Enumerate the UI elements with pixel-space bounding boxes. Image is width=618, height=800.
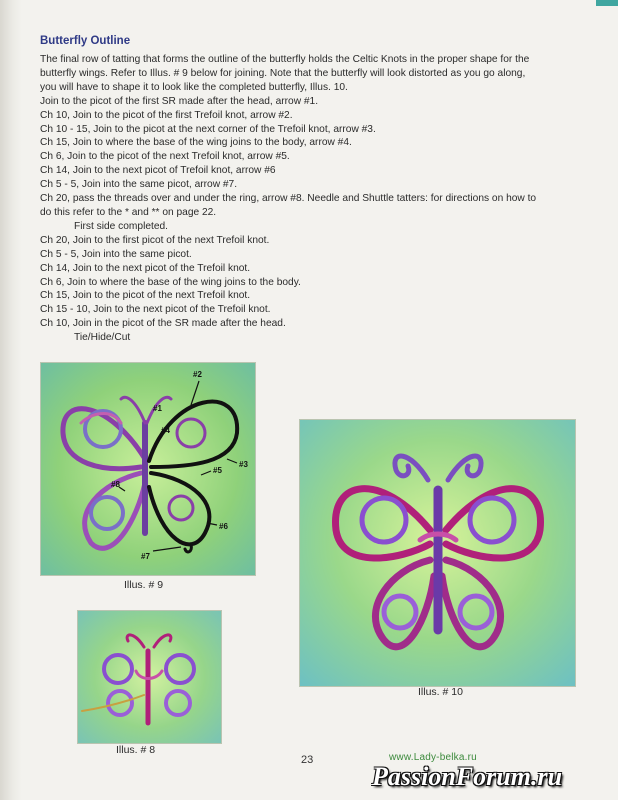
instruction-line: Ch 10, Join in the picot of the SR made after the head. <box>40 318 286 330</box>
butterfly-diagram-illustration <box>41 363 255 575</box>
illus8-photo <box>77 610 222 744</box>
instruction-line: Ch 6, Join to where the base of the wing joins to the body. <box>40 276 301 288</box>
instruction-line: Ch 14, Join to the next picot of Trefoil knot, arrow #6 <box>40 165 276 177</box>
instruction-line: Ch 15 - 10, Join to the next picot of the Trefoil knot. <box>40 304 271 316</box>
arrow-label: #3 <box>239 460 248 469</box>
instruction-line: Ch 6, Join to the picot of the next Trefoil knot, arrow #5. <box>40 151 290 163</box>
arrow-label: #2 <box>193 370 202 379</box>
instruction-line: Ch 5 - 5, Join into the same picot. <box>40 248 192 260</box>
instruction-line: do this refer to the * and ** on page 22. <box>40 206 217 218</box>
instruction-line: Ch 5 - 5, Join into the same picot, arrow #7. <box>40 179 238 191</box>
butterfly-progress-illustration <box>78 611 221 743</box>
paragraph-line: butterfly wings. Refer to Illus. # 9 below for joining. Note that the butterfly will look distorted as you go along, <box>40 67 526 79</box>
illus10-photo <box>299 419 576 687</box>
corner-color-mark <box>596 0 618 6</box>
illus10-caption: Illus. # 10 <box>418 686 463 698</box>
instruction-line: Ch 14, Join to the next picot of the Trefoil knot. <box>40 262 251 274</box>
arrow-label: #1 <box>153 404 162 413</box>
arrow-label: #4 <box>161 426 170 435</box>
section-heading: Butterfly Outline <box>40 35 131 47</box>
forum-watermark: PassionForum.ru <box>372 762 563 791</box>
instruction-line: Tie/Hide/Cut <box>74 332 131 344</box>
illus8-caption: Illus. # 8 <box>116 744 156 756</box>
butterfly-photo-illustration <box>300 420 575 686</box>
page-gutter-shadow <box>0 0 22 800</box>
illus9-photo <box>40 362 256 576</box>
site-url-link[interactable]: www.Lady-belka.ru <box>389 752 477 763</box>
instruction-line: First side completed. <box>74 220 168 232</box>
instruction-line: Ch 20, pass the threads over and under the ring, arrow #8. Needle and Shuttle tatters: for directions on how to <box>40 193 537 205</box>
illus9-caption: Illus. # 9 <box>124 579 164 591</box>
arrow-label: #5 <box>213 466 222 475</box>
instructions-text <box>40 53 600 345</box>
arrow-label: #6 <box>219 522 228 531</box>
instruction-line: Ch 20, Join to the first picot of the next Trefoil knot. <box>40 234 270 246</box>
arrow-label: #7 <box>141 552 150 561</box>
page-number: 23 <box>301 754 314 766</box>
instruction-line: Ch 10 - 15, Join to the picot at the next corner of the Trefoil knot, arrow #3. <box>40 123 376 135</box>
instruction-line: Ch 10, Join to the picot of the first Trefoil knot, arrow #2. <box>40 109 293 121</box>
instruction-line: Ch 15, Join to where the base of the wing joins to the body, arrow #4. <box>40 137 352 149</box>
arrow-label: #8 <box>111 480 120 489</box>
paragraph-line: The final row of tatting that forms the outline of the butterfly holds the Celtic Knots in the proper shape for the <box>40 54 530 65</box>
paragraph-line: you will have to shape it to look like the completed butterfly, Illus. 10. <box>40 81 348 93</box>
instruction-line: Ch 15, Join to the picot of the next Trefoil knot. <box>40 290 251 302</box>
instruction-line: Join to the picot of the first SR made after the head, arrow #1. <box>40 95 319 107</box>
